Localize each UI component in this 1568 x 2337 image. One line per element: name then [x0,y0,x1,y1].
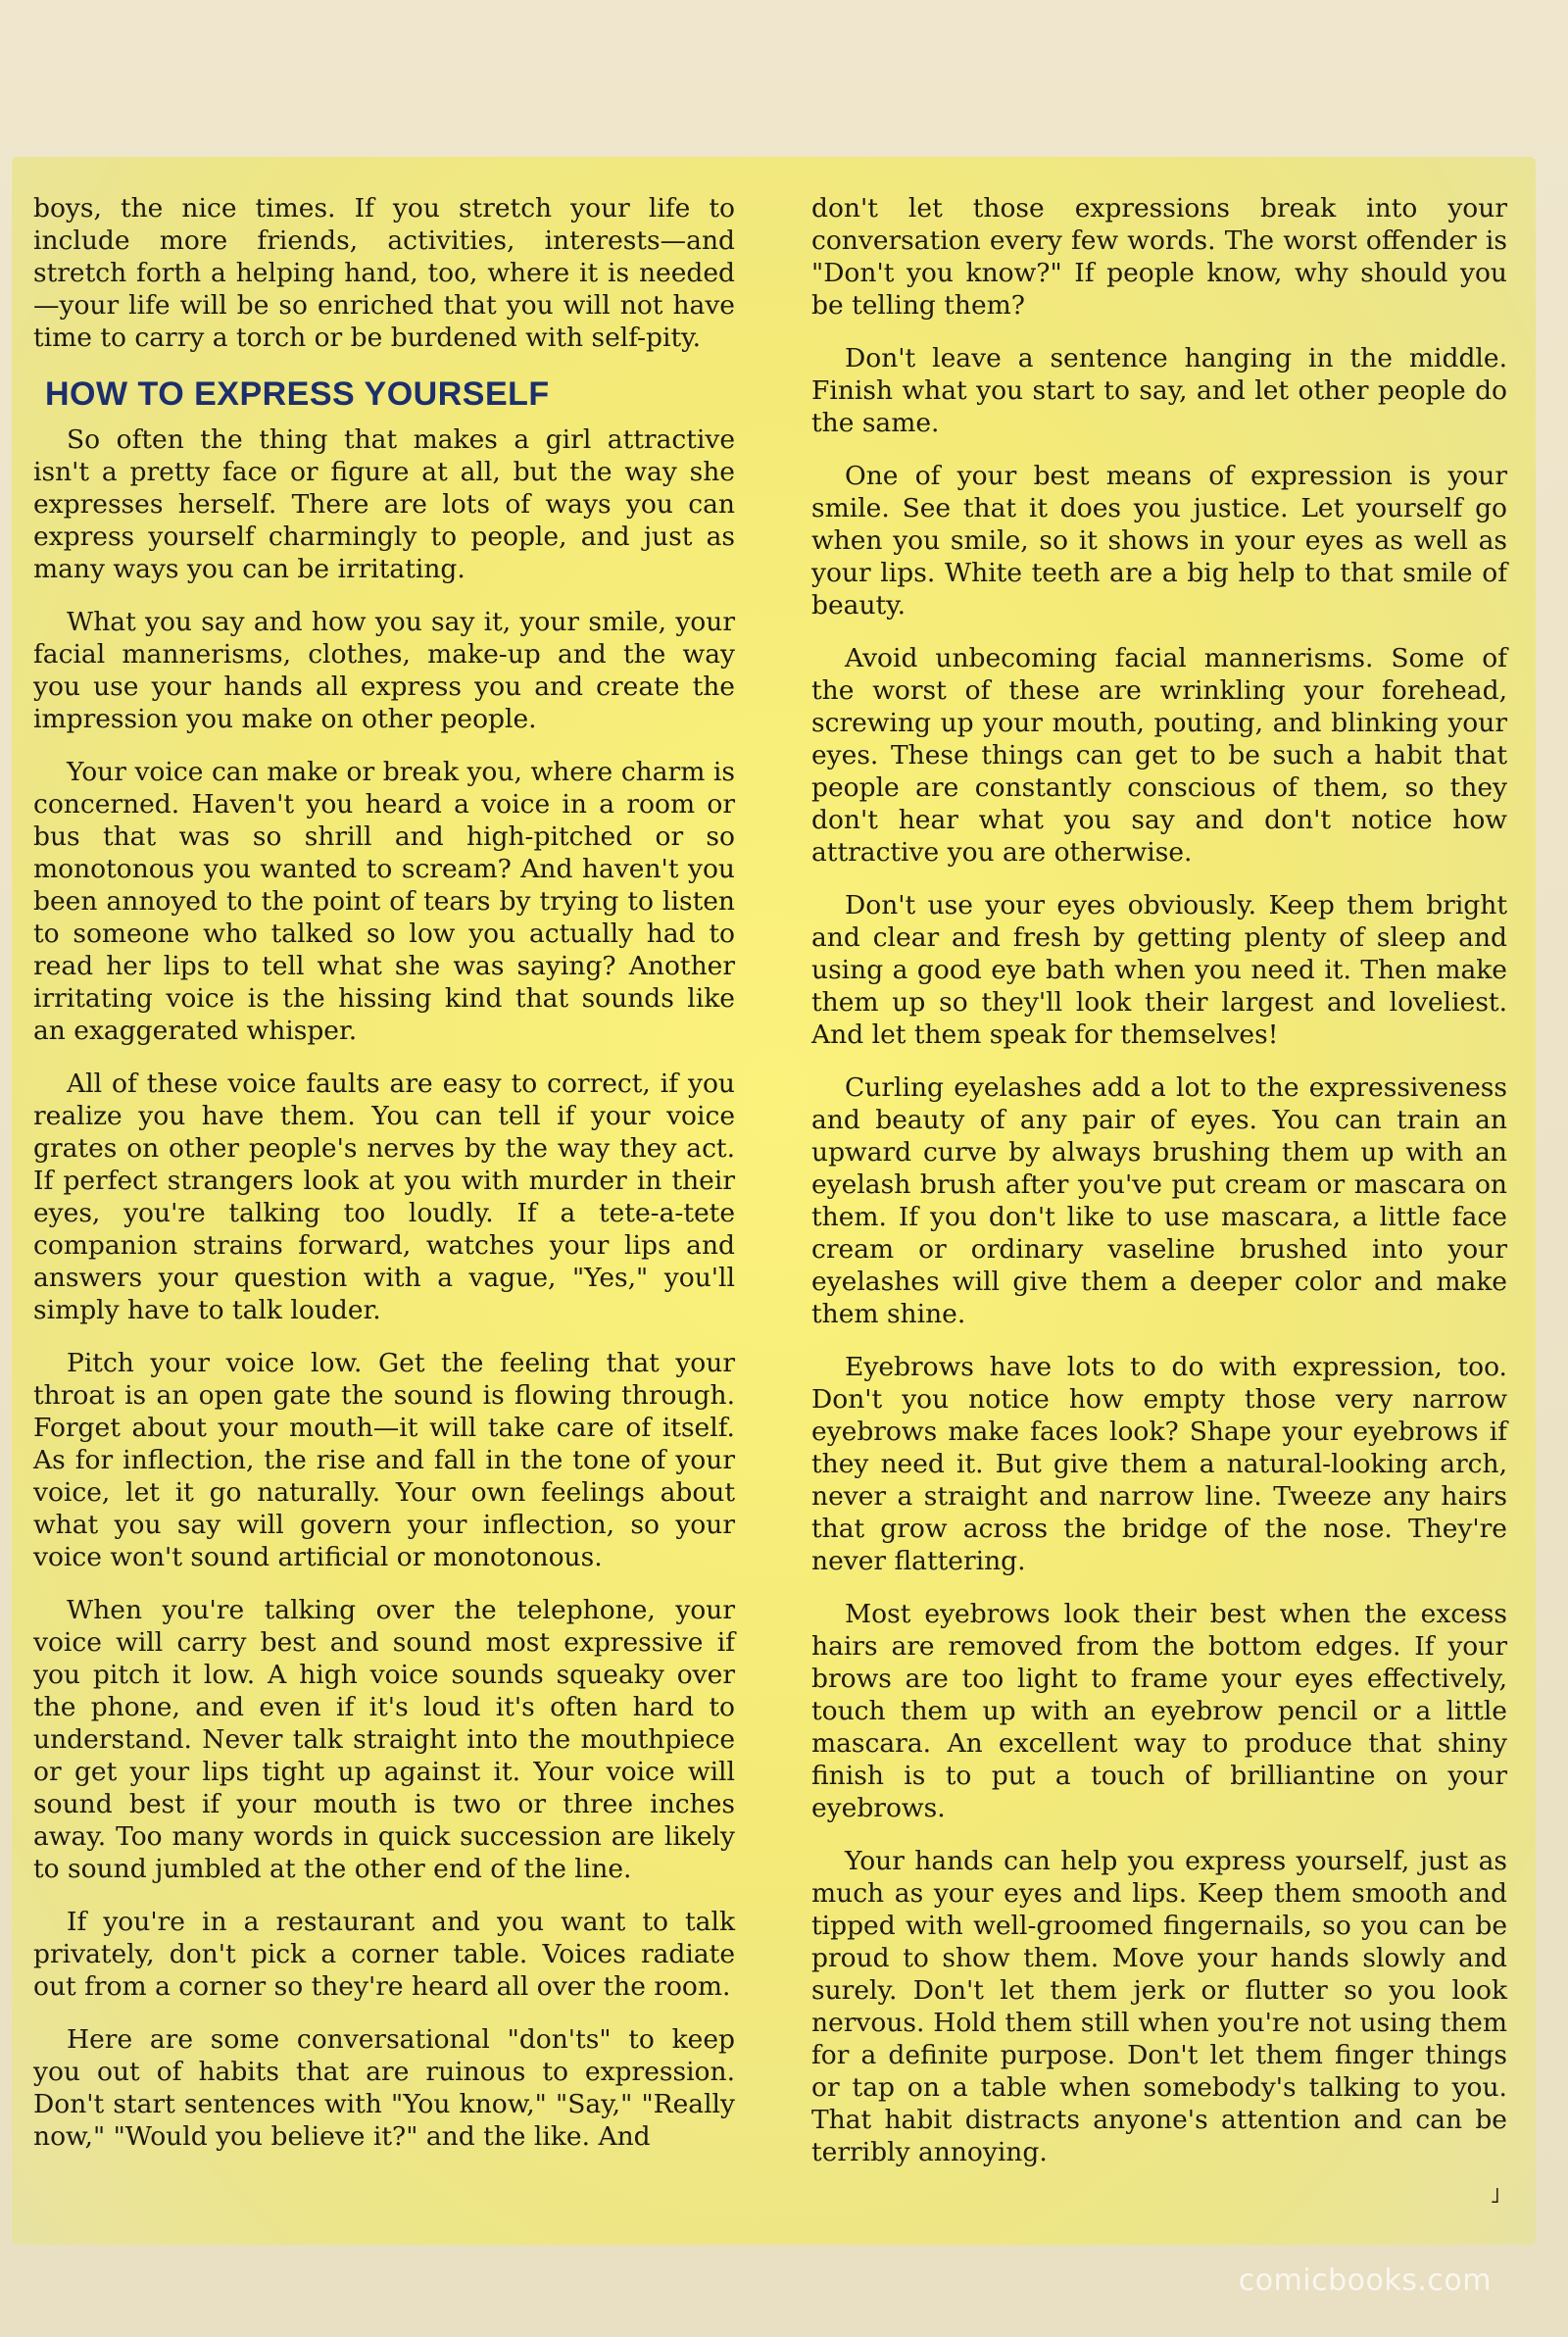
right-paragraph-1: don't let those expressions break into your conversation every few words. The worst offender is "Don't you know?" If people know, why should you be telling them? [811,193,1507,321]
left-paragraph-5: All of these voice faults are easy to correct, if you realize you have them. You can tell if your voice grates on other people's nerves by the way they act. If perfect strangers look at you with murder in their eyes, you're talking too loudly. If a tete-a-tete companion strains forward, watches your lips and answers your question with a vague, "Yes," you'll simply have to talk louder. [33,1069,735,1325]
end-mark: ˩ [1490,2184,1500,2209]
right-paragraph-7: Eyebrows have lots to do with expression, too. Don't you notice how empty those very narrow eyebrows make faces look? Shape your eyebrows if they need it. But give them a natural-looking arch, never a straight and narrow line. Tweeze any hairs that grow across the bridge of the nose. They're never flattering. [811,1352,1507,1576]
left-column [33,192,735,2173]
right-paragraph-6: Curling eyelashes add a lot to the expressiveness and beauty of any pair of eyes. You can train an upward curve by always brushing them up with an eyelash brush after you've put cream or mascara on them. If you don't like to use mascara, a little face cream or ordinary vaseline brushed into your eyelashes will give them a deeper color and make them shine. [811,1072,1507,1329]
right-paragraph-4: Avoid unbecoming facial mannerisms. Some of the worst of these are wrinkling your forehead, screwing up your mouth, pouting, and blinking your eyes. These things can get to be such a habit that people are constantly conscious of them, so they don't hear what you say and don't notice how attractive you are otherwise. [811,643,1507,868]
right-column [811,192,1507,2189]
section-heading: HOW TO EXPRESS YOURSELF [45,375,550,413]
left-paragraph-3: What you say and how you say it, your smile, your facial mannerisms, clothes, make-up and the way you use your hands all express you and create the impression you make on other people. [33,607,735,734]
left-paragraph-6: Pitch your voice low. Get the feeling that your throat is an open gate the sound is flowing through. Forget about your mouth—it will take care of itself. As for inflection, the rise and fall in the tone of your voice, let it go naturally. Your own feelings about what you say will govern your inflection, so your voice won't sound artificial or monotonous. [33,1348,735,1572]
left-paragraph-1: boys, the nice times. If you stretch your life to include more friends, activities, interests—and stretch forth a helping hand, too, where it is needed—your life will be so enriched that you will not have time to carry a torch or be burdened with self-pity. [33,193,735,353]
left-paragraph-4: Your voice can make or break you, where charm is concerned. Haven't you heard a voice in a room or bus that was so shrill and high-pitched or so monotonous you wanted to scream? And haven't you been annoyed to the point of tears by trying to listen to someone who talked so low you actually had to read her lips to tell what she was saying? Another irritating voice is the hissing kind that sounds like an exaggerated whisper. [33,757,735,1046]
right-paragraph-9: Your hands can help you express yourself, just as much as your eyes and lips. Keep them smooth and tipped with well-groomed fingernails, so you can be proud to show them. Move your hands slowly and surely. Don't let them jerk or flutter so you look nervous. Hold them still when you're not using them for a definite purpose. Don't let them finger things or tap on a table when somebody's talking to you. That habit distracts anyone's attention and can be terribly annoying. [811,1846,1507,2167]
right-paragraph-3: One of your best means of expression is your smile. See that it does you justice. Let yourself go when you smile, so it shows in your eyes as well as your lips. White teeth are a big help to that smile of beauty. [811,461,1507,621]
left-paragraph-9: Here are some conversational "don'ts" to keep you out of habits that are ruinous to expression. Don't start sentences with "You know," "Say," "Really now," "Would you believe it?" and the like. And [33,2024,735,2152]
left-paragraph-7: When you're talking over the telephone, your voice will carry best and sound most expressive if you pitch it low. A high voice sounds squeaky over the phone, and even if it's loud it's often hard to understand. Never talk straight into the mouthpiece or get your lips tight up against it. Your voice will sound best if your mouth is two or three inches away. Too many words in quick succession are likely to sound jumbled at the other end of the line. [33,1595,735,1884]
right-paragraph-2: Don't leave a sentence hanging in the middle. Finish what you start to say, and let other people do the same. [811,343,1507,438]
watermark: comicbooks.com [1238,2263,1492,2298]
right-paragraph-8: Most eyebrows look their best when the excess hairs are removed from the bottom edges. If your brows are too light to frame your eyes effectively, touch them up with an eyebrow pencil or a little mascara. An excellent way to produce that shiny finish is to put a touch of brilliantine on your eyebrows. [811,1599,1507,1823]
left-paragraph-2: So often the thing that makes a girl attractive isn't a pretty face or figure at all, but the way she expresses herself. There are lots of ways you can express yourself charmingly to people, and just as many ways you can be irritating. [33,424,735,584]
left-paragraph-8: If you're in a restaurant and you want to talk privately, don't pick a corner table. Voices radiate out from a corner so they're heard all over the room. [33,1907,735,2002]
right-paragraph-5: Don't use your eyes obviously. Keep them bright and clear and fresh by getting plenty of sleep and using a good eye bath when you need it. Then make them up so they'll look their largest and loveliest. And let them speak for themselves! [811,890,1507,1050]
